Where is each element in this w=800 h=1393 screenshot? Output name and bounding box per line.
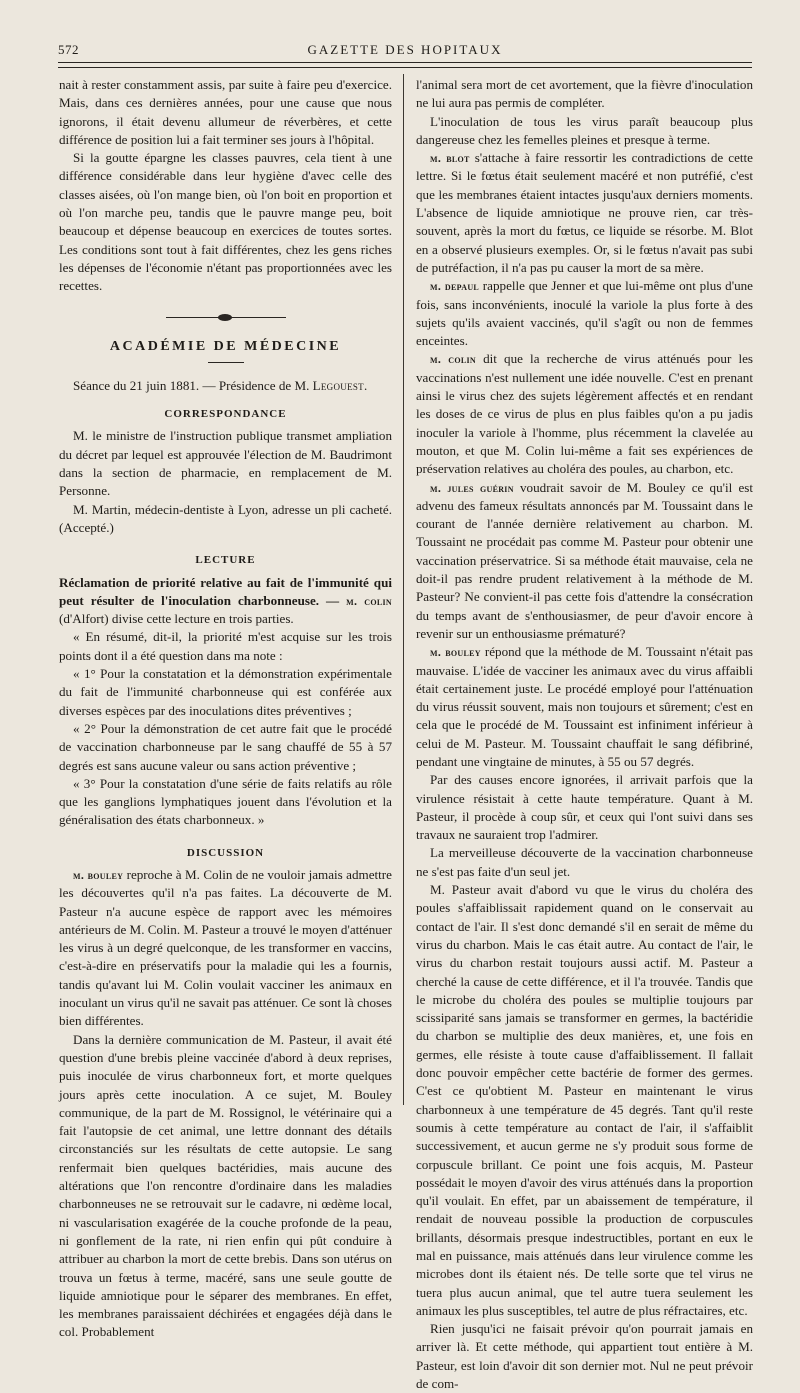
lecture-rest: (d'Alfort) divise cette lecture en trois parties. xyxy=(59,611,294,627)
right-column xyxy=(416,76,753,1393)
lecture-intro xyxy=(59,574,392,629)
speaker-name: m. bouley xyxy=(430,645,481,660)
paragraph: « 3° Pour la constatation d'une série de faits relatifs au rôle que les ganglions lymphatiques jouent dans l'évolution et la généralisation des états charbonneux. » xyxy=(59,775,392,828)
paragraph xyxy=(59,866,392,1031)
column-divider xyxy=(403,74,404,1105)
speaker-name: m. colin xyxy=(430,352,477,367)
lecture-author: m. colin xyxy=(346,593,392,608)
paragraph: « 1° Pour la constatation et la démonstration expérimentale du fait de l'immunité charbonneuse qui est conférée aux diverses espèces par des inoculations dites préventives ; xyxy=(59,666,392,718)
ornament-divider xyxy=(166,314,286,322)
left-column xyxy=(59,76,392,1342)
paragraph xyxy=(416,643,753,771)
speaker-name: m. blot xyxy=(430,151,470,166)
paragraph: « 2° Pour la démonstration de cet autre fait que le procédé de vaccination charbonneuse par le sang chauffé de 55 à 57 degrés est sans aucune valeur ou sans action préventive ; xyxy=(59,720,392,773)
paragraph: nait à rester constamment assis, par suite à faire peu d'exercice. Mais, dans ces dernières années, pour une cause que nous ignorons, il était devenu allumeur de réverbères, et cette différence de position lui a fait terminer ses jours à l'hôpital. xyxy=(59,77,392,147)
paragraph: Par des causes encore ignorées, il arrivait parfois que la virulence résistait à cette haute température. Quant à M. Pasteur, il procède à coup sûr, et ceux qui l'ont suivi dans ses travaux ne sauraient trop l'admirer. xyxy=(416,772,753,843)
page-number: 572 xyxy=(58,42,79,57)
paragraph: Dans la dernière communication de M. Pasteur, il avait été question d'une brebis pleine vaccinée d'abord à deux reprises, puis inoculée de virus charbonneux fort, et morte quelques jours après cette inoculation. A ce sujet, M. Bouley communique, de la part de M. Rossignol, le vétérinaire qui a fait l'autopsie de cet animal, une lettre donnant des détails circonstanciés sur les résultats de cette autopsie. Le sang renfermait bien quelques bactéridies, mais aucune des altérations que l'on rencontre d'ordinaire dans les maladies charbonneuses ne se retrouvait sur le cadavre, ni œdème local, ni vascularisation exagérée de la couche profonde de la peau, ni gonflement de la rate, ni rien enfin qui pût conduire à attribuer au charbon la mort de cette brebis. Dans son utérus on trouva un fœtus à terme, macéré, sans une seule goutte de liquide amniotique pour le séparer des membranes. En effet, les membranes paraissaient déchirées et engagées déjà dans le col. Probablement xyxy=(59,1031,392,1340)
subhead-lecture: LECTURE xyxy=(195,554,256,567)
paragraph: M. Martin, médecin-dentiste à Lyon, adresse un pli cacheté. (Accepté.) xyxy=(59,501,392,535)
paragraph xyxy=(416,277,753,350)
paragraph xyxy=(416,350,753,478)
subhead-discussion: DISCUSSION xyxy=(186,846,265,859)
speaker-text: s'attache à faire ressortir les contradictions de cette lettre. Si le fœtus était seulement macéré et non putréfié, c'est que les membranes étaient intactes jusqu'aux derniers moments. L'absence de liquide amniotique ne prouve rien, car très-souvent, après la mort du fœtus, ce liquide se résorbe. M. Blot en a observé plusieurs exemples. Or, si le fœtus n'avait pas subi de putréfaction, il n'a pas pu causer la mort de sa mère. xyxy=(416,150,753,275)
speaker-text: répond que la méthode de M. Toussaint n'était pas mauvaise. L'idée de vacciner les animaux avec du virus affaibli était certainement juste. Le procédé employé pour l'atténuation du virus réussit souvent, mais non toujours et sûrement; c'est en cela que le procédé de M. Toussaint est infiniment inférieur à celui de M. Pasteur. M. Toussaint chauffait le sang défibriné, pendant une vingtaine de minutes, à 55 ou 57 degrés. xyxy=(416,644,753,769)
speaker-text: reproche à M. Colin de ne vouloir jamais admettre les découvertes qu'il n'a pas faites. La découverte de M. Pasteur n'a aucune espèce de rapport avec les mémoires antérieurs de M. Colin. M. Pasteur a trouvé le moyen d'atténuer les virus à un degré quelconque, de les transformer en vaccins, c'est-à-dire en préservatifs pour la maladie qui les a fournis, tandis qu'avant lui M. Colin voulait vacciner les animaux en inoculant un virus qu'il ne savait pas atténuer. Ce sont là choses bien différentes. xyxy=(59,866,392,1029)
seance-president: Legouest. xyxy=(312,377,368,393)
paragraph: M. le ministre de l'instruction publique transmet ampliation du décret par lequel est approuvée l'élection de M. Baudrimont dans la section de pharmacie, en remplacement de M. Personne. xyxy=(59,428,392,499)
short-rule xyxy=(208,362,244,363)
speaker-name: m. jules guérin xyxy=(430,480,514,495)
speaker-name: m. depaul xyxy=(430,279,480,294)
speaker-text: dit que la recherche de virus atténués pour les vaccinations n'est nullement une idée nouvelle. C'est en prenant ainsi le virus chez des sujets légèrement affectés et en rendant les doses de ce virus de plus en plus faibles qu'on a pu jadis inoculer la variole à l'homme, plus récemment la clavelée au mouton, et que M. Colin lui-même a fait ses expériences de préservation relatives au choléra des poules, au charbon, etc. xyxy=(416,351,753,477)
subhead-correspondance: CORRESPONDANCE xyxy=(164,408,287,421)
page-header xyxy=(58,42,752,64)
section-title: ACADÉMIE DE MÉDECINE xyxy=(109,338,342,354)
paragraph: L'inoculation de tous les virus paraît beaucoup plus dangereuse chez les femelles pleines et presque à terme. xyxy=(416,113,753,147)
seance-line xyxy=(59,377,392,395)
speaker-text: rappelle que Jenner et que lui-même ont plus d'une fois, sans inconvénients, inoculé la variole la plus forte à des sujets qu'ils avaient vaccinés, qu'il s'agît ou non de femmes enceintes. xyxy=(416,278,753,349)
header-rule-thin xyxy=(58,67,752,68)
paragraph xyxy=(416,149,753,277)
paragraph: « En résumé, dit-il, la priorité m'est acquise sur les trois points dont il a été question dans ma note : xyxy=(59,629,392,663)
paragraph: Rien jusqu'ici ne faisait prévoir qu'on pourrait jamais en arriver là. Et cette méthode, qui appartient tout entière à M. Pasteur, est loin d'avoir dit son dernier mot. Nul ne peut prévoir de com- xyxy=(416,1321,753,1392)
speaker-name: m. bouley xyxy=(73,867,124,882)
paragraph: l'animal sera mort de cet avortement, que la fièvre d'inoculation ne lui aura pas permis de compléter. xyxy=(416,77,753,111)
speaker-text: voudrait savoir de M. Bouley ce qu'il est advenu des fameux résultats annoncés par M. Toussaint dans le courant de l'année dernière relativement au charbon. M. Toussaint ne procédait pas comme M. Pasteur pour obtenir une vaccination préservatrice. Si sa méthode était mauvaise, cela ne doit-il pas rendre prudent relativement à la méthode de M. Pasteur? Ne convient-il pas cette fois d'attendre la consécration du temps avant de s'enthousiasmer, de peur d'avoir encore à revenir sur un enthousiasme prématuré? xyxy=(416,479,753,641)
paragraph: M. Pasteur avait d'abord vu que le virus du choléra des poules s'affaiblissait rapidement quand on le conservait au contact de l'air. Il s'est donc demandé s'il en serait de même du virus du charbon. Mais le cas était autre. Au contact de l'air, le virus du charbon restait toujours aussi actif. M. Pasteur a cherché la cause de cette différence, et il l'a trouvée. Tandis que le microbe du choléra des poules se multiplie toujours par scissiparité sans jamais se transformer en germes, la bactéridie du charbon se multiplie des deux manières, et, une fois en germes, elle résiste à toute cause d'affaiblissement. Il fallait donc pouvoir empêcher cette bactérie de former des germes. C'est ce qu'obtient M. Pasteur en maintenant le virus charbonneux à une température de 45 degrés. Tant qu'il reste soumis à cette température au contact de l'air, il s'affaiblit successivement, et aucun germe ne s'y produit sous forme de corpuscule brillant. Ce point une fois acquis, M. Pasteur possédait le moyen d'avoir des virus atténués dans la proportion qu'il voulait. En effet, par un abaissement de température, il rendait de nouveau possible la production de corpuscules brillants, désormais presque indestructibles, portant en eux le mal en puissance, mais atténués dans leur virulence comme les microbes dont ils étaient nés. De telle sorte que tel virus ne tuera plus aucun animal, que tel autre tuera seulement les animaux les plus susceptibles, tel autre de plus réfractaires, etc. xyxy=(416,882,753,1318)
seance-prefix: Séance du 21 juin 1881. — Présidence de M. xyxy=(73,377,313,393)
paragraph: Si la goutte épargne les classes pauvres, cela tient à une différence considérable dans leur hygiène d'avec celle des classes aisées, où l'on mange bien, où l'on boit en proportion et où l'on marche peu, tandis que le pauvre mange peu, boit beaucoup et dépense beaucoup en exercices de toutes sortes. Les conditions sont tout à fait différentes, chez les gens riches les dépenses de l'économie n'étant pas proportionnées avec les recettes. xyxy=(59,150,392,294)
paragraph xyxy=(416,479,753,644)
lecture-title: Réclamation de priorité relative au fait de l'immunité qui peut résulter de l'inoculation charbonneuse. — xyxy=(59,574,392,608)
journal-title: GAZETTE DES HOPITAUX xyxy=(307,42,503,57)
header-rule-thick xyxy=(58,62,752,63)
paragraph: La merveilleuse découverte de la vaccination charbonneuse ne s'est pas faite d'un seul jet. xyxy=(416,845,753,879)
